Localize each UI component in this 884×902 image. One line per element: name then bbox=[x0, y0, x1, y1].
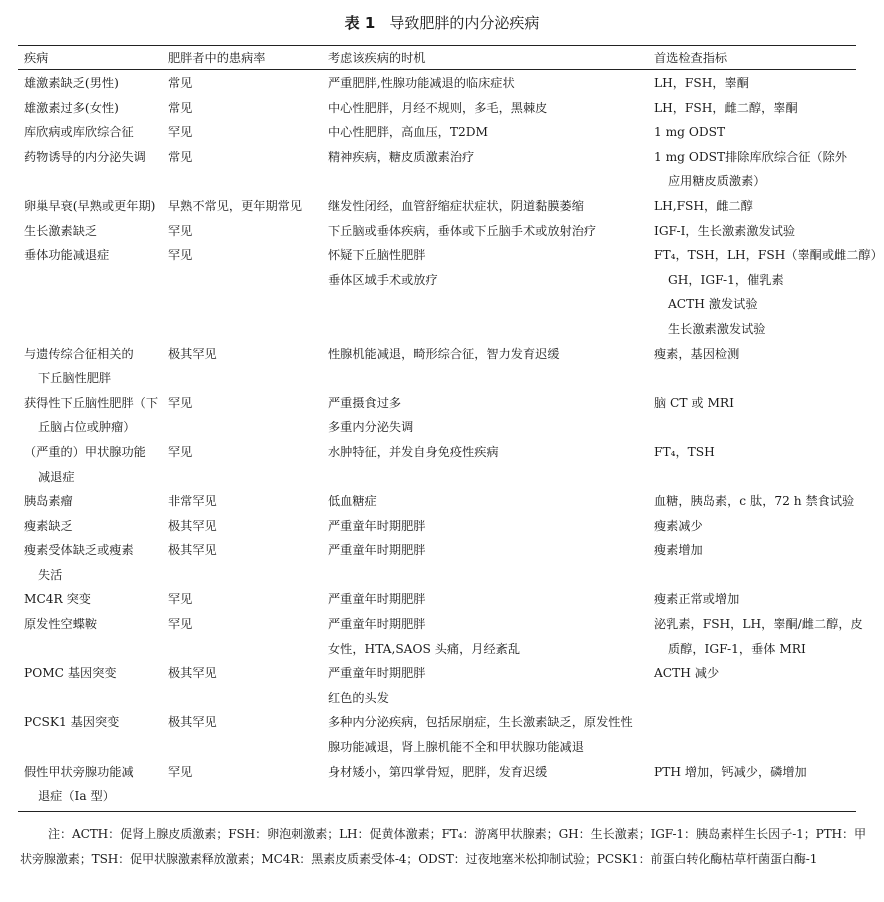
table-row bbox=[18, 70, 856, 96]
cell-prevalence bbox=[162, 760, 322, 812]
table-row bbox=[18, 219, 856, 244]
tests-line: LH，FSH，睾酮 bbox=[654, 76, 749, 90]
timing-line: 身材矮小，第四掌骨短，肥胖，发育迟缓 bbox=[328, 764, 548, 779]
timing-line: 中心性肥胖，月经不规则，多毛，黑棘皮 bbox=[328, 100, 548, 115]
header-tests: 首选检查指标 bbox=[648, 46, 856, 70]
table-row bbox=[18, 760, 856, 812]
cell-timing bbox=[322, 489, 648, 514]
prevalence-line: 极其罕见 bbox=[168, 543, 217, 558]
cell-timing bbox=[322, 342, 648, 391]
cell-timing bbox=[322, 145, 648, 194]
cell-disease bbox=[18, 440, 162, 489]
prevalence-line: 罕见 bbox=[168, 248, 193, 263]
cell-disease bbox=[18, 391, 162, 440]
cell-tests bbox=[648, 96, 856, 121]
cell-timing bbox=[322, 440, 648, 489]
timing-line: 严重摄食过多 bbox=[328, 395, 402, 410]
cell-timing bbox=[322, 710, 648, 759]
timing-line: 水肿特征，并发自身免疫性疾病 bbox=[328, 444, 499, 459]
table-title bbox=[0, 11, 884, 35]
cell-timing bbox=[322, 587, 648, 612]
cell-tests bbox=[648, 120, 856, 145]
timing-line: 严重童年时期肥胖 bbox=[328, 666, 426, 681]
cell-disease bbox=[18, 120, 162, 145]
prevalence-line: 罕见 bbox=[168, 764, 193, 779]
timing-line: 女性，HTA,SAOS 头痛，月经紊乱 bbox=[328, 641, 521, 656]
cell-tests bbox=[648, 489, 856, 514]
table-body bbox=[18, 70, 883, 812]
tests-line: LH,FSH，雌二醇 bbox=[654, 198, 753, 213]
disease-line: 退症（Ia 型） bbox=[38, 789, 115, 804]
cell-disease bbox=[18, 219, 162, 244]
disease-line: 卵巢早衰(早熟或更年期) bbox=[24, 198, 156, 213]
tests-line: 泌乳素，FSH，LH，睾酮/雌二醇，皮 bbox=[654, 617, 863, 632]
table-row bbox=[18, 538, 856, 587]
prevalence-line: 罕见 bbox=[168, 592, 193, 607]
cell-timing bbox=[322, 120, 648, 145]
prevalence-line: 罕见 bbox=[168, 223, 193, 238]
cell-tests bbox=[648, 710, 856, 759]
cell-prevalence bbox=[162, 219, 322, 244]
timing-line: 中心性肥胖，高血压，T2DM bbox=[328, 125, 489, 140]
disease-line: 假性甲状旁腺功能减 bbox=[24, 764, 134, 779]
cell-prevalence bbox=[162, 391, 322, 440]
disease-line: MC4R 突变 bbox=[24, 592, 91, 607]
disease-line: 雄激素缺乏(男性) bbox=[24, 76, 119, 90]
timing-line: 垂体区域手术或放疗 bbox=[328, 272, 438, 287]
tests-line: 生长激素激发试验 bbox=[668, 321, 766, 336]
cell-prevalence bbox=[162, 489, 322, 514]
cell-prevalence bbox=[162, 661, 322, 710]
table-caption: 导致肥胖的内分泌疾病 bbox=[389, 14, 540, 32]
timing-line: 低血糖症 bbox=[328, 494, 377, 509]
cell-timing bbox=[322, 514, 648, 539]
tests-line: 脑 CT 或 MRI bbox=[654, 395, 734, 410]
timing-line: 多重内分泌失调 bbox=[328, 420, 414, 435]
table-row bbox=[18, 587, 856, 612]
disease-line: 与遗传综合征相关的 bbox=[24, 346, 134, 361]
tests-line: PTH 增加，钙减少，磷增加 bbox=[654, 764, 807, 779]
timing-line: 多种内分泌疾病，包括尿崩症，生长激素缺乏，原发性性 bbox=[328, 715, 633, 730]
cell-disease bbox=[18, 145, 162, 194]
prevalence-line: 常见 bbox=[168, 100, 193, 115]
disease-line: 生长激素缺乏 bbox=[24, 223, 98, 238]
cell-disease bbox=[18, 342, 162, 391]
disease-line: 瘦素缺乏 bbox=[24, 518, 73, 533]
prevalence-line: 极其罕见 bbox=[168, 666, 217, 681]
tests-line: ACTH 激发试验 bbox=[668, 297, 758, 312]
cell-tests bbox=[648, 243, 883, 341]
disease-line: 垂体功能减退症 bbox=[24, 248, 110, 263]
cell-prevalence bbox=[162, 243, 322, 341]
cell-timing bbox=[322, 243, 648, 341]
prevalence-line: 早熟不常见，更年期常见 bbox=[168, 198, 303, 213]
cell-tests bbox=[648, 70, 856, 96]
prevalence-line: 罕见 bbox=[168, 125, 193, 140]
cell-prevalence bbox=[162, 710, 322, 759]
tests-line: FT₄，TSH bbox=[654, 444, 715, 459]
cell-tests bbox=[648, 612, 863, 661]
cell-disease bbox=[18, 243, 162, 341]
prevalence-line: 常见 bbox=[168, 76, 193, 90]
cell-prevalence bbox=[162, 587, 322, 612]
cell-prevalence bbox=[162, 514, 322, 539]
header-prevalence: 肥胖者中的患病率 bbox=[162, 46, 322, 70]
prevalence-line: 罕见 bbox=[168, 395, 193, 410]
disease-line: 瘦素受体缺乏或瘦素 bbox=[24, 543, 134, 558]
cell-timing bbox=[322, 70, 648, 96]
disease-line: （严重的）甲状腺功能 bbox=[24, 444, 146, 459]
cell-disease bbox=[18, 96, 162, 121]
cell-prevalence bbox=[162, 120, 322, 145]
cell-prevalence bbox=[162, 70, 322, 96]
disease-line: POMC 基因突变 bbox=[24, 666, 117, 681]
cell-tests bbox=[648, 661, 856, 710]
table-row bbox=[18, 194, 856, 219]
timing-line: 性腺机能减退，畸形综合征，智力发育迟缓 bbox=[328, 346, 560, 361]
cell-timing bbox=[322, 391, 648, 440]
cell-tests bbox=[648, 440, 856, 489]
table-row bbox=[18, 243, 856, 341]
cell-prevalence bbox=[162, 538, 322, 587]
cell-prevalence bbox=[162, 145, 322, 194]
cell-disease bbox=[18, 710, 162, 759]
disease-line: 减退症 bbox=[38, 469, 75, 484]
disease-line: 雄激素过多(女性) bbox=[24, 100, 119, 115]
table-header bbox=[18, 46, 856, 70]
table-row bbox=[18, 514, 856, 539]
cell-timing bbox=[322, 760, 648, 812]
tests-line: 瘦素减少 bbox=[654, 518, 703, 533]
table-label: 表 1 bbox=[344, 14, 376, 32]
cell-prevalence bbox=[162, 440, 322, 489]
tests-line: IGF-I，生长激素激发试验 bbox=[654, 223, 796, 238]
tests-line: 瘦素增加 bbox=[654, 543, 703, 558]
table-row bbox=[18, 96, 856, 121]
tests-line: 质醇，IGF-1，垂体 MRI bbox=[668, 641, 806, 656]
tests-line: 1 mg ODST排除库欣综合征（除外 bbox=[654, 149, 847, 164]
table-row bbox=[18, 145, 856, 194]
tests-line: LH，FSH，雌二醇，睾酮 bbox=[654, 100, 798, 115]
prevalence-line: 罕见 bbox=[168, 444, 193, 459]
cell-tests bbox=[648, 145, 856, 194]
cell-disease bbox=[18, 661, 162, 710]
table-row bbox=[18, 342, 856, 391]
table-row bbox=[18, 391, 856, 440]
prevalence-line: 非常罕见 bbox=[168, 494, 217, 509]
table-row bbox=[18, 710, 856, 759]
cell-timing bbox=[322, 538, 648, 587]
tests-line: FT₄，TSH，LH，FSH（睾酮或雌二醇） bbox=[654, 248, 883, 263]
prevalence-line: 极其罕见 bbox=[168, 346, 217, 361]
timing-line: 继发性闭经，血管舒缩症状症状，阴道黏膜萎缩 bbox=[328, 198, 584, 213]
disease-line: 药物诱导的内分泌失调 bbox=[24, 149, 146, 164]
cell-disease bbox=[18, 194, 162, 219]
timing-line: 下丘脑或垂体疾病，垂体或下丘脑手术或放射治疗 bbox=[328, 223, 597, 238]
cell-timing bbox=[322, 194, 648, 219]
disease-line: 失活 bbox=[38, 567, 63, 582]
table-row bbox=[18, 661, 856, 710]
cell-timing bbox=[322, 219, 648, 244]
table-row bbox=[18, 120, 856, 145]
cell-timing bbox=[322, 612, 648, 661]
cell-disease bbox=[18, 489, 162, 514]
cell-tests bbox=[648, 587, 856, 612]
cell-tests bbox=[648, 538, 856, 587]
cell-tests bbox=[648, 219, 856, 244]
cell-tests bbox=[648, 342, 856, 391]
cell-disease bbox=[18, 514, 162, 539]
cell-prevalence bbox=[162, 342, 322, 391]
tests-line: ACTH 减少 bbox=[654, 666, 720, 681]
cell-tests bbox=[648, 760, 856, 812]
timing-line: 怀疑下丘脑性肥胖 bbox=[328, 248, 426, 263]
prevalence-line: 极其罕见 bbox=[168, 518, 217, 533]
timing-line: 严重童年时期肥胖 bbox=[328, 617, 426, 632]
cell-disease bbox=[18, 587, 162, 612]
disease-line: 丘脑占位或肿瘤） bbox=[38, 420, 136, 435]
disease-line: 获得性下丘脑性肥胖（下 bbox=[24, 395, 159, 410]
disease-line: 下丘脑性肥胖 bbox=[38, 371, 112, 386]
cell-prevalence bbox=[162, 612, 322, 661]
cell-prevalence bbox=[162, 194, 322, 219]
timing-line: 严重童年时期肥胖 bbox=[328, 518, 426, 533]
tests-line: 1 mg ODST bbox=[654, 125, 726, 140]
cell-timing bbox=[322, 96, 648, 121]
timing-line: 腺功能减退，肾上腺机能不全和甲状腺功能减退 bbox=[328, 740, 584, 755]
tests-line: GH，IGF-1，催乳素 bbox=[668, 272, 784, 287]
cell-disease bbox=[18, 538, 162, 587]
disease-line: 库欣病或库欣综合征 bbox=[24, 125, 134, 140]
tests-line: 应用糖皮质激素） bbox=[668, 174, 766, 189]
disease-line: 原发性空蝶鞍 bbox=[24, 617, 98, 632]
timing-line: 精神疾病，糖皮质激素治疗 bbox=[328, 149, 475, 164]
disease-line: 胰岛素瘤 bbox=[24, 494, 73, 509]
timing-line: 严重童年时期肥胖 bbox=[328, 592, 426, 607]
table-footnote: 注：ACTH：促肾上腺皮质激素；FSH：卵泡刺激素；LH：促黄体激素；FT₄：游离甲状腺素；GH：生长激素；IGF-1：胰岛素样生长因子-1；PTH：甲状旁腺激素；TSH：促甲状腺激素释放激素；MC4R：黑素皮质素受体-4；ODST：过夜地塞米松抑制试验；PCSK1：前蛋白转化酶枯草杆菌蛋白酶-1 bbox=[20, 827, 866, 866]
cell-disease bbox=[18, 612, 162, 661]
disease-line: PCSK1 基因突变 bbox=[24, 715, 120, 730]
cell-tests bbox=[648, 194, 856, 219]
cell-tests bbox=[648, 391, 856, 440]
cell-tests bbox=[648, 514, 856, 539]
cell-disease bbox=[18, 70, 162, 96]
table-row bbox=[18, 489, 856, 514]
cell-disease bbox=[18, 760, 162, 812]
header-disease: 疾病 bbox=[18, 46, 162, 70]
cell-prevalence bbox=[162, 96, 322, 121]
table-row bbox=[18, 440, 856, 489]
endocrine-obesity-table bbox=[18, 45, 883, 812]
header-timing: 考虑该疾病的时机 bbox=[322, 46, 648, 70]
header-row bbox=[18, 46, 856, 70]
cell-timing bbox=[322, 661, 648, 710]
tests-line: 瘦素，基因检测 bbox=[654, 346, 740, 361]
prevalence-line: 罕见 bbox=[168, 617, 193, 632]
tests-line: 瘦素正常或增加 bbox=[654, 592, 740, 607]
timing-line: 严重童年时期肥胖 bbox=[328, 543, 426, 558]
tests-line: 血糖，胰岛素，c 肽，72 h 禁食试验 bbox=[654, 494, 855, 509]
prevalence-line: 极其罕见 bbox=[168, 715, 217, 730]
prevalence-line: 常见 bbox=[168, 149, 193, 164]
timing-line: 严重肥胖,性腺功能减退的临床症状 bbox=[328, 76, 515, 90]
table-row bbox=[18, 612, 856, 661]
timing-line: 红色的头发 bbox=[328, 690, 389, 705]
